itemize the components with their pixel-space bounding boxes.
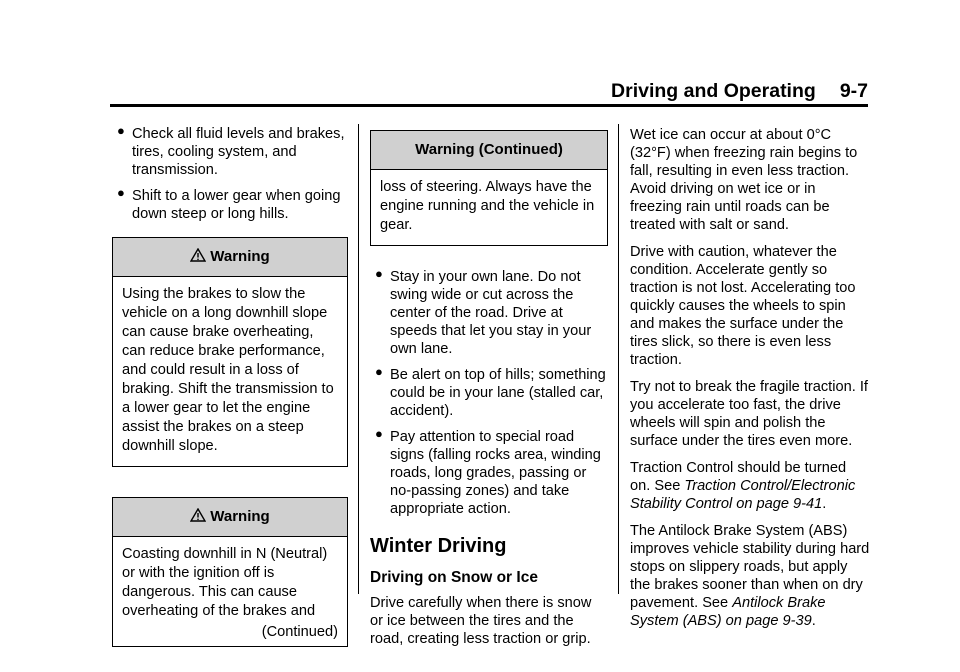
warning-header xyxy=(113,498,347,537)
warning-text: Coasting downhill in N (Neutral) or with the ignition off is dangerous. This can cause overheating of the brakes and xyxy=(122,546,328,619)
warning-box-continued xyxy=(370,130,608,246)
paragraph: Drive carefully when there is snow or ice between the tires and the road, creating less traction or grip. xyxy=(370,595,592,647)
warning-title: Warning xyxy=(210,508,270,525)
warning-header: Warning (Continued) xyxy=(371,131,607,170)
section-title: Driving and Operating xyxy=(611,80,816,102)
warning-body xyxy=(113,537,347,646)
list-item: ● Check all fluid levels and brakes, tires, cooling system, and transmission. xyxy=(117,123,345,178)
column-divider-2 xyxy=(618,124,619,594)
column-divider-1 xyxy=(358,124,359,594)
page-header xyxy=(110,80,868,102)
bullet-icon: ● xyxy=(117,123,125,138)
bullet-icon: ● xyxy=(375,266,383,281)
paragraph: Drive with caution, whatever the condition. Accelerate gently so traction is not lost. Accelerating too quickly causes the wheels to spin and makes the surface under the tires slick, so there is even less traction. xyxy=(630,244,856,368)
continued-label: (Continued) xyxy=(261,624,338,640)
subsection-heading: Driving on Snow or Ice xyxy=(370,569,538,586)
warning-box-1 xyxy=(112,237,348,467)
warning-box-2 xyxy=(112,497,348,647)
bullet-list-1 xyxy=(112,125,348,223)
bullet-icon: ● xyxy=(375,426,383,441)
warning-title: Warning xyxy=(210,248,270,265)
warning-body: Using the brakes to slow the vehicle on a long downhill slope can cause brake overheating, can reduce brake performance, and could result in a loss of braking. Shift the transmission to a lower gear to let the engine assist the brakes on a steep downhill slope. xyxy=(122,286,334,454)
list-item: ● Pay attention to special road signs (falling rocks area, winding roads, long grades, passing or no-passing zones) and take appropriate action. xyxy=(375,426,601,517)
list-item: ● Stay in your own lane. Do not swing wide or cut across the center of the road. Drive at speeds that let you stay in your own lane. xyxy=(375,266,592,357)
header-rule xyxy=(110,104,868,107)
column-1 xyxy=(112,125,348,647)
list-item: ● Be alert on top of hills; something could be in your lane (stalled car, accident). xyxy=(375,364,606,419)
warning-triangle-icon xyxy=(190,508,206,522)
bullet-list-2 xyxy=(370,268,608,518)
paragraph: Wet ice can occur at about 0°C (32°F) when freezing rain begins to fall, resulting in even less traction. Avoid driving on wet ice or in freezing rain until roads can be treated with salt or sand. xyxy=(630,127,858,233)
bullet-icon: ● xyxy=(375,364,383,379)
warning-triangle-icon xyxy=(190,248,206,262)
cross-reference-link[interactable]: Traction Control/Electronic Stability Control on page 9-41 xyxy=(630,478,856,512)
warning-body: loss of steering. Always have the engine running and the vehicle in gear. xyxy=(380,179,595,233)
section-heading: Winter Driving xyxy=(370,535,507,557)
bullet-icon: ● xyxy=(117,185,125,200)
column-2 xyxy=(370,130,608,657)
list-item: ● Shift to a lower gear when going down steep or long hills. xyxy=(117,185,341,222)
paragraph: The Antilock Brake System (ABS) improves vehicle stability during hard stops on slippery roads, but apply the brakes sooner than when on dry pavement. See Antilock Brake System (ABS) on page 9-39. xyxy=(630,523,870,629)
paragraph: Traction Control should be turned on. See Traction Control/Electronic Stability Control on page 9-41. xyxy=(630,460,856,512)
column-3 xyxy=(630,126,870,639)
paragraph: Try not to break the fragile traction. If you accelerate too fast, the drive wheels will spin and polish the surface under the tires even more. xyxy=(630,379,868,449)
page-number: 9-7 xyxy=(839,80,868,102)
cross-reference-link[interactable]: Antilock Brake System (ABS) on page 9-39 xyxy=(630,595,826,629)
warning-header xyxy=(113,238,347,277)
